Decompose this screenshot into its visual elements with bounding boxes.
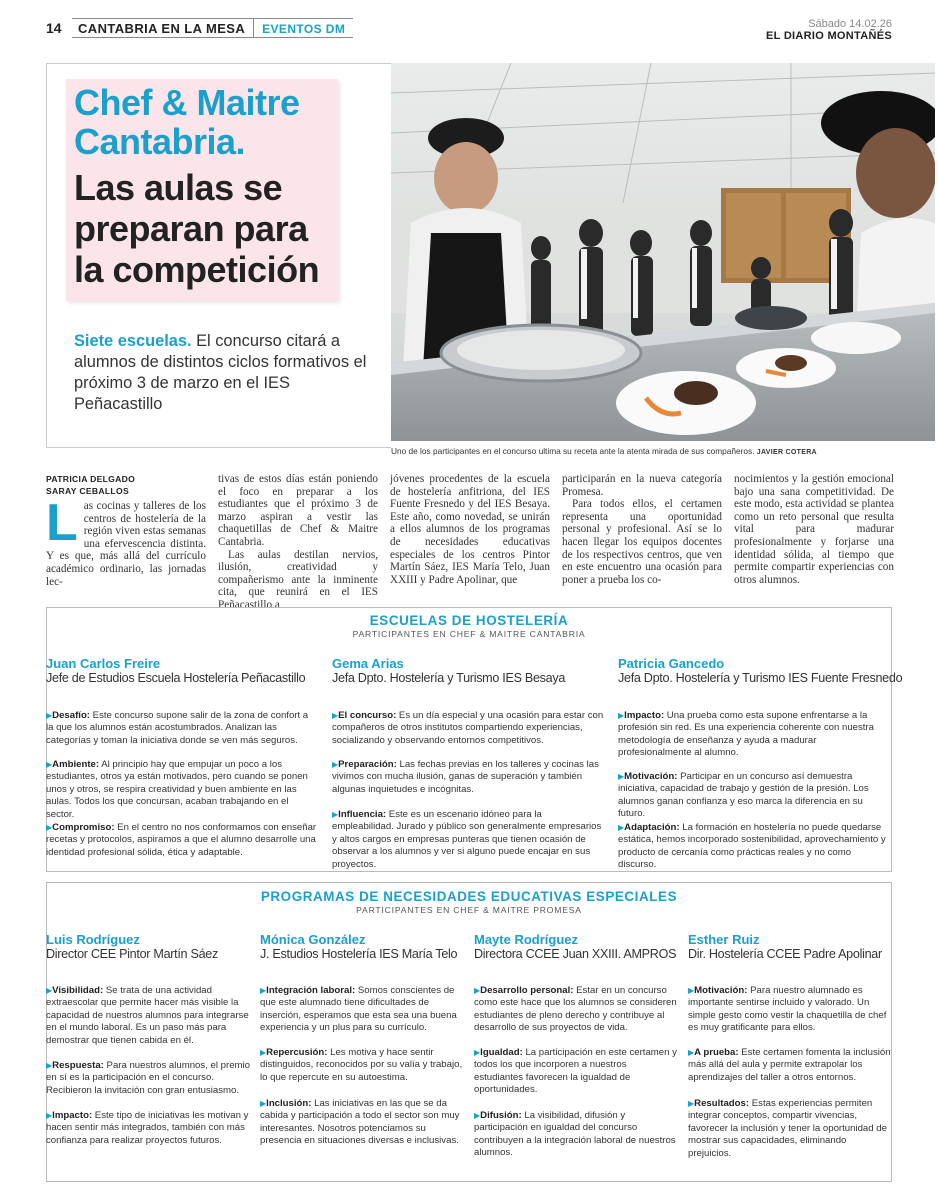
article-text-5: nocimientos y la gestión emocional bajo una sana competitividad. De este modo, esta actividad se plantea como un reto personal que resulta vital para madurar profesionalmente y forjarse una identidad sólida, al tiempo que permite compartir experiencias con otros alumnos.	[734, 473, 894, 586]
lead-kicker: Siete escuelas.	[74, 332, 192, 350]
quote-label: Inclusión:	[266, 1098, 312, 1109]
bullet-triangle-icon: ▶	[474, 1048, 481, 1057]
bullet-triangle-icon: ▶	[46, 711, 53, 720]
quote-text: Las fechas previas en los talleres y cocinas las vivimos con mucha ilusión, ganas de superación y también algunas inquietudes e incógnitas.	[332, 759, 599, 795]
article-column-4	[562, 473, 722, 586]
person-name: Esther Ruiz	[688, 932, 760, 947]
person-header	[688, 932, 882, 961]
quote-label: Impacto:	[52, 1110, 93, 1121]
bullet-triangle-icon: ▶	[618, 711, 625, 720]
bullet-triangle-icon: ▶	[332, 760, 339, 769]
bullet-triangle-icon: ▶	[260, 986, 267, 995]
drop-cap: L	[46, 494, 78, 552]
quote-text: Para nuestros alumnos, el premio en sí es la participación en el concurso. Recibieron la invitación con gran entusiasmo.	[46, 1060, 250, 1096]
quote-entry	[618, 822, 890, 872]
quote-entry	[688, 1047, 892, 1084]
lead-paragraph	[74, 331, 374, 415]
bullet-triangle-icon: ▶	[46, 823, 53, 832]
quote-entry	[332, 809, 604, 871]
quote-label: Ambiente:	[52, 759, 100, 770]
quote-entry	[46, 822, 318, 859]
person-role: J. Estudios Hostelería IES María Telo	[260, 947, 458, 961]
bullet-triangle-icon: ▶	[332, 810, 339, 819]
quote-text: La participación en este certamen y todos los que incorporen a nuestros estudiantes favorecen la igualdad de oportunidades.	[474, 1047, 677, 1096]
section-label: CANTABRIA EN LA MESA	[72, 19, 254, 37]
article-column-2	[218, 473, 378, 612]
bullet-triangle-icon: ▶	[46, 986, 53, 995]
quote-label: Visibilidad:	[52, 985, 104, 996]
box-subtitle: PARTICIPANTES EN CHEF & MAITRE CANTABRIA	[352, 629, 586, 639]
quote-entry	[46, 1110, 250, 1147]
bullet-triangle-icon: ▶	[688, 1099, 695, 1108]
quote-label: Desarrollo personal:	[480, 985, 574, 996]
lead-text: El concurso citará a alumnos de distintos ciclos formativos el próximo 3 de marzo en el IES Peñacastillo	[74, 332, 367, 413]
quote-label: Desafío:	[52, 710, 91, 721]
quote-entry	[474, 985, 678, 1035]
newspaper-name: EL DIARIO MONTAÑÉS	[766, 30, 892, 42]
bullet-triangle-icon: ▶	[260, 1099, 267, 1108]
headline-main: Las aulas se preparan para la competición	[74, 167, 320, 290]
quote-entry	[332, 759, 604, 796]
quote-entry	[688, 985, 892, 1035]
quote-label: Resultados:	[694, 1098, 750, 1109]
bullet-triangle-icon: ▶	[618, 772, 625, 781]
article-text-2b: Las aulas destilan nervios, ilusión, creatividad y compañerismo ante la inminente cita, que reunirá en el IES Peñacastillo a	[218, 548, 378, 611]
quote-text: Les motiva y hace sentir distinguidos, reconocidos por su valía y trabajo, lo que repercute en su autoestima.	[260, 1047, 463, 1083]
quote-label: Difusión:	[480, 1110, 522, 1121]
quote-entry	[688, 1098, 892, 1160]
person-name: Juan Carlos Freire	[46, 656, 161, 671]
section-bar	[72, 18, 353, 38]
person-role: Dir. Hostelería CCEE Padre Apolinar	[688, 947, 882, 961]
person-name: Gema Arias	[332, 656, 404, 671]
bullet-triangle-icon: ▶	[46, 1111, 53, 1120]
kitchen-photo-illustration	[391, 63, 935, 441]
person-name: Mónica González	[260, 932, 366, 947]
bullet-triangle-icon: ▶	[688, 986, 695, 995]
quote-text: Somos conscientes de que este alumnado tiene dificultades de inserción, esperamos que esta sea una buena experiencia y un plus para su currículo.	[260, 985, 457, 1034]
person-header	[46, 656, 305, 685]
article-text-4a: participarán en la nueva categoría Promesa.	[562, 473, 722, 498]
issue-date: Sábado 14.02.26	[808, 18, 892, 30]
headline-brand-2: Cantabria.	[74, 121, 246, 162]
quote-label: Impacto:	[624, 710, 665, 721]
quote-label: Compromiso:	[52, 822, 115, 833]
page-header	[0, 0, 938, 44]
photo-credit: JAVIER COTERA	[756, 449, 817, 456]
quote-text: Este tipo de iniciativas les motivan y hacen sentir más integrados, también con más confianza para realizar proyectos futuros.	[46, 1110, 249, 1146]
bullet-triangle-icon: ▶	[618, 823, 625, 832]
person-name: Patricia Gancedo	[618, 656, 725, 671]
bullet-triangle-icon: ▶	[688, 1048, 695, 1057]
quote-entry	[46, 1060, 250, 1097]
quote-text: Las iniciativas en las que se da cabida y participación a todo el sector son muy interesantes. Nosotros potenciamos su presencia en situaciones diversas e inclusivas.	[260, 1098, 460, 1147]
quote-label: Motivación:	[624, 771, 678, 782]
author-2: SARAY CEBALLOS	[46, 486, 129, 496]
quote-text: Se trata de una actividad extraescolar que permite hacer más visible la capacidad de nuestros alumnos para integrarse en el mundo laboral. Es un paso más para demostrar que tienen cabida en él.	[46, 985, 249, 1046]
quote-label: Respuesta:	[52, 1060, 104, 1071]
article-column-1	[46, 494, 206, 588]
quote-text: Este concurso supone salir de la zona de confort a la que los alumnos están acostumbrados. Analizan las categorías y toman la iniciativa donde se ven más seguros.	[46, 710, 309, 746]
box-subtitle: PARTICIPANTES EN CHEF & MAITRE PROMESA	[356, 905, 582, 915]
subsection-label: EVENTOS DM	[262, 22, 346, 36]
caption-text: Uno de los participantes en el concurso ultima su receta ante la atenta mirada de sus compañeros.	[391, 446, 755, 456]
bullet-triangle-icon: ▶	[46, 760, 53, 769]
article-text-2a: tivas de estos días están poniendo el foco en preparar a los estudiantes que el próximo 3 de marzo aspiran a vestir las chaquetillas de Chef & Maitre Cantabria.	[218, 473, 378, 548]
quote-text: Estar en un concurso como este hace que los alumnos se consideren estudiantes de pleno derecho y contribuye al desarrollo de sus proyectos de vida.	[474, 985, 677, 1034]
page-number: 14	[46, 20, 62, 36]
quote-text: Este es un escenario idóneo para la empleabilidad. Jurado y público son generalmente empresarios y altos cargos en empresas punteras que tienen ocasión de observar a los alumnos y ver si alguno puede encajar en sus proyectos.	[332, 809, 602, 870]
quote-text: Este certamen fomenta la inclusión más allá del aula y permite extrapolar los aprendizajes del taller a otros entornos.	[688, 1047, 891, 1083]
headline-brand-1: Chef & Maitre	[74, 82, 300, 123]
quote-label: El concurso:	[338, 710, 397, 721]
quote-entry	[46, 985, 250, 1047]
bullet-triangle-icon: ▶	[474, 986, 481, 995]
article-column-5	[734, 473, 894, 586]
person-header	[260, 932, 457, 961]
box-title: PROGRAMAS DE NECESIDADES EDUCATIVAS ESPECIALES	[260, 889, 678, 904]
quote-text: Estas experiencias permiten integrar conceptos, compartir vivencias, favorecer la inclusión y tener la oportunidad de mostrar sus capacidades, eliminando prejuicios.	[688, 1098, 887, 1159]
quote-label: Motivación:	[694, 985, 748, 996]
quote-entry	[260, 1098, 464, 1148]
kitchen-photo	[391, 63, 935, 441]
quote-text: Es un día especial y una ocasión para estar con compañeros de otros institutos compartiendo experiencias, socializando y observando entornos competitivos.	[332, 710, 604, 746]
quote-text: Para nuestro alumnado es importante sentirse incluido y valorado. Un simple gesto como vestir la chaquetilla de chef es muy gratificante para ellos.	[688, 985, 887, 1034]
article-column-3	[390, 473, 550, 586]
quote-label: Repercusión:	[266, 1047, 328, 1058]
bullet-triangle-icon: ▶	[46, 1061, 53, 1070]
quote-entry	[474, 1047, 678, 1097]
bullet-triangle-icon: ▶	[260, 1048, 267, 1057]
person-name: Luis Rodríguez	[46, 932, 140, 947]
quote-text: Al principio hay que empujar un poco a los estudiantes, otros ya están motivados, pero cuando se ponen unos y otros, se respira creatividad y buen ambiente en las aulas. Todos los que concursan, acaban trabajando en el sector.	[46, 759, 308, 820]
person-role: Directora CCEE Juan XXIII. AMPROS	[474, 947, 677, 961]
quote-label: Influencia:	[338, 809, 387, 820]
quote-text: Participar en un concurso así demuestra iniciativa, capacidad de trabajo y gestión de la presión. Los alumnos ganan confianza y eso marca la diferencia en su futuro.	[618, 771, 869, 820]
quote-entry	[474, 1110, 678, 1160]
quote-entry	[46, 759, 318, 821]
quote-label: Integración laboral:	[266, 985, 356, 996]
person-role: Jefa Dpto. Hostelería y Turismo IES Besaya	[332, 671, 566, 685]
article-text-1: as cocinas y talleres de los centros de hostelería de la región viven estas semanas una efervescencia distinta. Y es que, más allá del currículo académico ordinario, las jornadas lec-	[46, 500, 206, 588]
quote-label: A prueba:	[694, 1047, 739, 1058]
person-header	[474, 932, 676, 961]
quote-entry	[618, 710, 890, 760]
photo-caption	[391, 446, 935, 456]
article-text-4b: Para todos ellos, el certamen representa una oportunidad personal y profesional. Así se lo hacen llegar los equipos docentes de los respectivos centros, que ven en este encuentro una ocasión para poner a prueba los co-	[562, 498, 722, 586]
quote-label: Igualdad:	[480, 1047, 523, 1058]
box-title: ESCUELAS DE HOSTELERÍA	[369, 613, 569, 628]
person-header	[332, 656, 565, 685]
quote-entry	[260, 985, 464, 1035]
quote-entry	[46, 710, 318, 747]
quote-text: La visibilidad, difusión y participación en igualdad del concurso contribuyen a la integración laboral de nuestros alumnos.	[474, 1110, 676, 1159]
quote-text: La formación en hostelería no puede quedarse estática, hemos incorporado sostenibilidad, aprovechamiento y producto de cercanía como prácticas reales y no como discurso.	[618, 822, 886, 871]
quote-entry	[618, 771, 890, 821]
person-role: Director CEE Pintor Martín Sáez	[46, 947, 218, 961]
author-1: PATRICIA DELGADO	[46, 474, 136, 484]
headline-line1	[74, 83, 300, 161]
person-name: Mayte Rodríguez	[474, 932, 579, 947]
person-header	[618, 656, 902, 685]
article-text-3: jóvenes procedentes de la escuela de hostelería anfitriona, del IES Fuente Fresnedo y del IES Besaya. Este año, como novedad, se unirán a ellos alumnos de los programas de necesidades educativas especiales de los centros Pintor Martín Sáez, IES María Telo, Juan XXIII y Padre Apolinar, que	[390, 473, 550, 586]
person-role: Jefa Dpto. Hostelería y Turismo IES Fuente Fresnedo	[618, 671, 903, 685]
bullet-triangle-icon: ▶	[474, 1111, 481, 1120]
quote-label: Adaptación:	[624, 822, 680, 833]
person-header	[46, 932, 218, 961]
bullet-triangle-icon: ▶	[332, 711, 339, 720]
quote-label: Preparación:	[338, 759, 397, 770]
quote-text: Una prueba como esta supone enfrentarse a la profesión sin red. Es una experiencia coherente con nuestra metodología de enseñanza y ayuda a madurar profesionalmente al alumno.	[618, 710, 874, 759]
quote-text: En el centro no nos conformamos con enseñar recetas y protocolos, aspiramos a que el alumno desarrolle una identidad profesional sólida, ética y adaptable.	[46, 822, 317, 858]
quote-entry	[260, 1047, 464, 1084]
person-role: Jefe de Estudios Escuela Hostelería Peñacastillo	[46, 671, 306, 685]
quote-entry	[332, 710, 604, 747]
